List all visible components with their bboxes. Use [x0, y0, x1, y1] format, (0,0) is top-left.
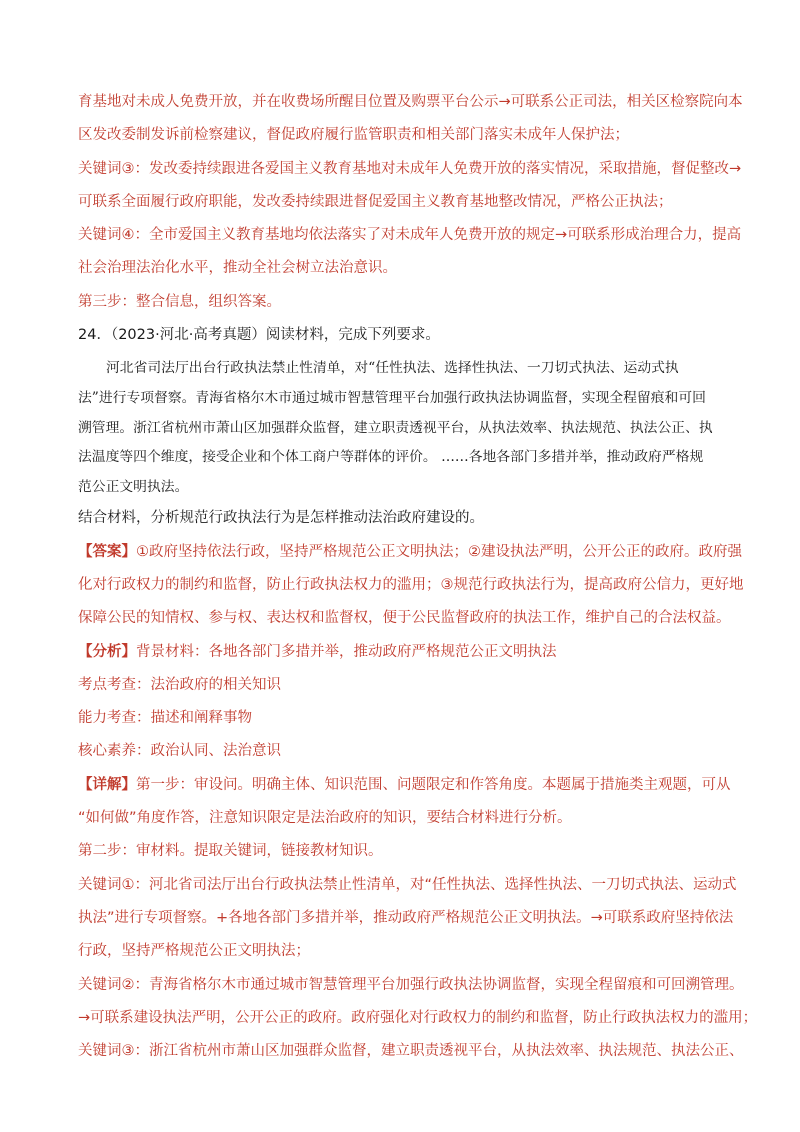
detail-line-6: 行政，坚持严格规范公正文明执法； [78, 943, 310, 960]
answer-tag: 【答案】 [78, 543, 136, 560]
document-page [78, 86, 758, 1068]
detail-line-1 [78, 769, 731, 802]
analysis-line-3: 能力考查：描述和阐释事物 [78, 710, 252, 727]
detail-line-9: 关键词③：浙江省杭州市萧山区加强群众监督，建立职责透视平台，从执法效率、执法规范、执法公正、 [78, 1043, 744, 1060]
detail-line-8: →可联系建设执法严明，公开公正的政府。政府强化对行政权力的制约和监督，防止行政执法权力的滥用； [78, 1009, 758, 1026]
top-line-4: 可联系全面履行政府职能，发改委持续跟进督促爱国主义教育基地整改情况，严格公正执法； [78, 193, 673, 210]
answer-line-2: 化对行政权力的制约和监督，防止行政执法权力的滥用；③规范行政执法行为，提高政府公信力，更好地 [78, 576, 744, 593]
question-prompt: 结合材料，分析规范行政执法行为是怎样推动法治政府建设的。 [78, 510, 484, 527]
material-line-3: 溯管理。浙江省杭州市萧山区加强群众监督，建立职责透视平台，从执法效率、执法规范、执法公正、执 [78, 419, 713, 436]
top-line-5: 关键词④：全市爱国主义教育基地均依法落实了对未成年人免费开放的规定→可联系形成治理合力，提高 [78, 227, 742, 244]
top-line-1: 育基地对未成人免费开放，并在收费场所醒目位置及购票平台公示→可联系公正司法，相关区检察院向本 [78, 94, 743, 110]
analysis-line-2: 考点考查：法治政府的相关知识 [78, 676, 281, 693]
detail-line-4: 关键词①：河北省司法厅出台行政执法禁止性清单，对“任性执法、选择性执法、一刀切式执法、运动式 [78, 876, 737, 893]
detail-line-3: 第二步：审材料。提取关键词，链接教材知识。 [78, 843, 383, 860]
detail-line-5: 执法”进行专项督察。+各地各部门多措并举，推动政府严格规范公正文明执法。→可联系政府坚持依法 [78, 909, 734, 926]
detail-line-2: “如何做”角度作答，注意知识限定是法治政府的知识，要结合材料进行分析。 [78, 810, 572, 827]
material-line-2: 法”进行专项督察。青海省格尔木市通过城市智慧管理平台加强行政执法协调监督，实现全程留痕和可回 [78, 389, 706, 406]
question-heading: 24．（2023·河北·高考真题）阅读材料，完成下列要求。 [78, 327, 440, 344]
answer-line-3: 保障公民的知情权、参与权、表达权和监督权，便于公民监督政府的执法工作，维护自己的合法权益。 [78, 610, 731, 627]
detail-line-7: 关键词②：青海省格尔木市通过城市智慧管理平台加强行政执法协调监督，实现全程留痕和可回溯管理。 [78, 976, 744, 993]
top-line-7: 第三步：整合信息，组织答案。 [78, 293, 281, 310]
analysis-line-4: 核心素养：政治认同、法治意识 [78, 743, 281, 760]
question-material [78, 354, 728, 502]
analysis-line-1 [78, 636, 728, 669]
top-line-6: 社会治理法治化水平，推动全社会树立法治意识。 [78, 260, 397, 277]
material-line-1: 河北省司法厅出台行政执法禁止性清单，对“任性执法、选择性执法、一刀切式执法、运动式执 [106, 360, 679, 377]
detail-tag: 【详解】 [78, 776, 136, 793]
top-line-3: 关键词③：发改委持续跟进各爱国主义教育基地对未成年人免费开放的落实情况，采取措施，督促整改→ [78, 160, 742, 177]
detail-text-1: 第一步：审设问。明确主体、知识范围、问题限定和作答角度。本题属于措施类主观题，可从 [136, 776, 731, 793]
material-line-4: 法温度等四个维度，接受企业和个体工商户等群体的评价。 ……各地各部门多措并举，推动政府严格规 [78, 449, 704, 466]
answer-line-1 [78, 536, 742, 569]
analysis-tag: 【分析】 [78, 643, 136, 660]
material-line-5: 范公正文明执法。 [78, 478, 189, 495]
answer-text-1: ①政府坚持依法行政，坚持严格规范公正文明执法；②建设执法严明，公开公正的政府。政府强 [136, 543, 742, 560]
top-line-2: 区发改委制发诉前检察建议，督促政府履行监管职责和相关部门落实未成年人保护法； [78, 127, 629, 144]
analysis-text-1: 背景材料：各地各部门多措并举，推动政府严格规范公正文明执法 [136, 643, 557, 660]
